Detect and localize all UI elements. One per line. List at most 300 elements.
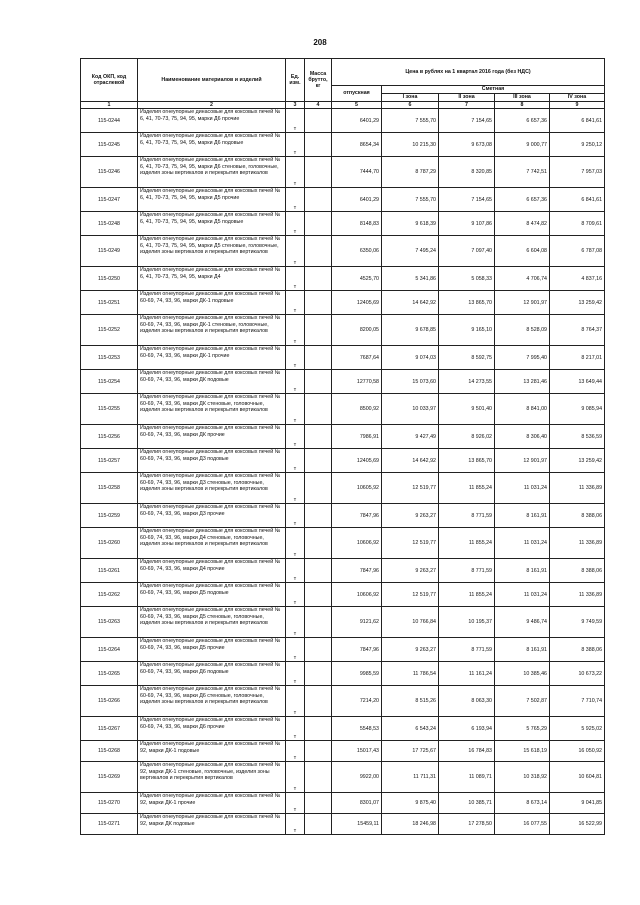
row-unit: т [286, 449, 305, 473]
row-price-zone-2: 9 673,08 [439, 133, 495, 157]
row-release-price: 8200,05 [332, 315, 382, 346]
row-name: Изделия огнеупорные динасовые для коксовых печей № 6, 41, 70-73, 75, 94, 95, марки Д5 подовые [138, 212, 286, 236]
row-unit: т [286, 291, 305, 315]
row-release-price: 7847,96 [332, 638, 382, 662]
row-release-price: 6350,06 [332, 236, 382, 267]
row-price-zone-3: 10 318,92 [495, 762, 550, 793]
row-price-zone-4: 6 841,61 [550, 188, 605, 212]
row-code: 115-0257 [81, 449, 138, 473]
row-mass [305, 717, 332, 741]
header-unit: Ед. изм. [286, 59, 305, 102]
row-name: Изделия огнеупорные динасовые для коксовых печей № 92, марки ДК-1 прочие [138, 793, 286, 814]
row-price-zone-2: 11 161,24 [439, 662, 495, 686]
row-code: 115-0268 [81, 741, 138, 762]
table-row [81, 793, 605, 814]
row-price-zone-2: 5 058,33 [439, 267, 495, 291]
row-price-zone-4: 9 085,94 [550, 394, 605, 425]
table-row [81, 528, 605, 559]
row-price-zone-2: 8 926,02 [439, 425, 495, 449]
row-price-zone-2: 8 771,59 [439, 504, 495, 528]
header-code: Код ОКП, код отраслевой [81, 59, 138, 102]
row-price-zone-2: 11 089,71 [439, 762, 495, 793]
row-mass [305, 109, 332, 133]
row-release-price: 8654,34 [332, 133, 382, 157]
row-unit: т [286, 559, 305, 583]
page-number: 208 [313, 38, 327, 47]
row-name: Изделия огнеупорные динасовые для коксовых печей № 60-69, 74, 93, 96, марки Д3 стеновые, головочные, изделия зоны вертикалов и перекрытия вертикалов [138, 473, 286, 504]
row-mass [305, 583, 332, 607]
row-name: Изделия огнеупорные динасовые для коксовых печей № 60-69, 74, 93, 96, марки Д5 прочие [138, 638, 286, 662]
row-price-zone-3: 8 528,09 [495, 315, 550, 346]
row-mass [305, 157, 332, 188]
row-code: 115-0271 [81, 814, 138, 835]
row-release-price: 10605,92 [332, 473, 382, 504]
row-code: 115-0255 [81, 394, 138, 425]
row-name: Изделия огнеупорные динасовые для коксовых печей № 92, марки ДК-1 подовые [138, 741, 286, 762]
price-table [80, 58, 605, 835]
table-row [81, 267, 605, 291]
row-price-zone-1: 6 543,24 [382, 717, 439, 741]
row-release-price: 12770,58 [332, 370, 382, 394]
row-price-zone-3: 7 502,87 [495, 686, 550, 717]
row-price-zone-1: 12 519,77 [382, 473, 439, 504]
row-price-zone-4: 8 217,01 [550, 346, 605, 370]
row-price-zone-2: 17 278,50 [439, 814, 495, 835]
row-price-zone-1: 9 263,27 [382, 559, 439, 583]
row-name: Изделия огнеупорные динасовые для коксовых печей № 6, 41, 70-73, 75, 94, 95, марки Д6 стеновые, головочные, изделия зоны вертикалов и перекрытия вертикалов [138, 157, 286, 188]
row-price-zone-3: 5 765,29 [495, 717, 550, 741]
table-row [81, 188, 605, 212]
row-mass [305, 473, 332, 504]
row-price-zone-1: 9 618,39 [382, 212, 439, 236]
row-name: Изделия огнеупорные динасовые для коксовых печей № 6, 41, 70-73, 75, 94, 95, марки Д5 стеновые, головочные, изделия зоны вертикалов и перекрытия вертикалов [138, 236, 286, 267]
row-name: Изделия огнеупорные динасовые для коксовых печей № 60-69, 74, 93, 96, марки Д6 подовые [138, 662, 286, 686]
row-price-zone-4: 8 709,61 [550, 212, 605, 236]
row-price-zone-1: 10 215,30 [382, 133, 439, 157]
row-code: 115-0245 [81, 133, 138, 157]
row-price-zone-2: 9 107,86 [439, 212, 495, 236]
row-price-zone-4: 13 259,42 [550, 291, 605, 315]
table-row [81, 473, 605, 504]
row-mass [305, 762, 332, 793]
col-number: 8 [495, 102, 550, 109]
row-code: 115-0263 [81, 607, 138, 638]
row-unit: т [286, 267, 305, 291]
row-code: 115-0248 [81, 212, 138, 236]
row-name: Изделия огнеупорные динасовые для коксовых печей № 6, 41, 70-73, 75, 94, 95, марки Д6 прочие [138, 109, 286, 133]
table-row [81, 346, 605, 370]
row-name: Изделия огнеупорные динасовые для коксовых печей № 60-69, 74, 93, 96, марки Д5 подовые [138, 583, 286, 607]
row-price-zone-1: 7 555,70 [382, 109, 439, 133]
row-name: Изделия огнеупорные динасовые для коксовых печей № 92, марки ДК подовые [138, 814, 286, 835]
row-code: 115-0247 [81, 188, 138, 212]
row-mass [305, 449, 332, 473]
row-price-zone-2: 16 784,83 [439, 741, 495, 762]
row-code: 115-0249 [81, 236, 138, 267]
row-release-price: 6401,29 [332, 109, 382, 133]
row-name: Изделия огнеупорные динасовые для коксовых печей № 60-69, 74, 93, 96, марки Д5 стеновые, головочные, изделия зоны вертикалов и перекрытия вертикалов [138, 607, 286, 638]
row-price-zone-4: 8 388,06 [550, 559, 605, 583]
row-unit: т [286, 473, 305, 504]
table-row [81, 607, 605, 638]
row-mass [305, 346, 332, 370]
col-number: 1 [81, 102, 138, 109]
row-unit: т [286, 762, 305, 793]
row-price-zone-3: 8 474,82 [495, 212, 550, 236]
row-code: 115-0262 [81, 583, 138, 607]
row-price-zone-2: 14 273,55 [439, 370, 495, 394]
row-price-zone-1: 9 678,85 [382, 315, 439, 346]
row-release-price: 15017,43 [332, 741, 382, 762]
row-release-price: 7847,96 [332, 559, 382, 583]
row-release-price: 9985,59 [332, 662, 382, 686]
row-price-zone-3: 9 000,77 [495, 133, 550, 157]
row-price-zone-4: 10 673,22 [550, 662, 605, 686]
row-price-zone-4: 8 388,06 [550, 638, 605, 662]
row-price-zone-2: 11 855,24 [439, 473, 495, 504]
row-price-zone-2: 11 855,24 [439, 583, 495, 607]
row-release-price: 15459,11 [332, 814, 382, 835]
row-mass [305, 133, 332, 157]
row-price-zone-2: 7 154,65 [439, 109, 495, 133]
row-mass [305, 559, 332, 583]
table-row [81, 394, 605, 425]
table-row [81, 686, 605, 717]
row-price-zone-3: 12 901,97 [495, 291, 550, 315]
col-number: 9 [550, 102, 605, 109]
row-unit: т [286, 607, 305, 638]
row-price-zone-3: 16 077,55 [495, 814, 550, 835]
row-price-zone-4: 4 837,16 [550, 267, 605, 291]
row-price-zone-1: 9 263,27 [382, 504, 439, 528]
row-price-zone-1: 10 033,97 [382, 394, 439, 425]
row-release-price: 5548,53 [332, 717, 382, 741]
row-unit: т [286, 188, 305, 212]
row-release-price: 7214,20 [332, 686, 382, 717]
row-mass [305, 686, 332, 717]
row-unit: т [286, 425, 305, 449]
row-price-zone-1: 9 875,40 [382, 793, 439, 814]
col-number: 7 [439, 102, 495, 109]
row-price-zone-3: 4 706,74 [495, 267, 550, 291]
row-price-zone-1: 9 427,49 [382, 425, 439, 449]
header-mass: Масса брутто, кг [305, 59, 332, 102]
row-unit: т [286, 638, 305, 662]
table-row [81, 236, 605, 267]
row-release-price: 7847,96 [332, 504, 382, 528]
row-price-zone-1: 12 519,77 [382, 528, 439, 559]
row-release-price: 8148,83 [332, 212, 382, 236]
row-price-zone-3: 15 618,19 [495, 741, 550, 762]
row-price-zone-3: 11 031,24 [495, 583, 550, 607]
header-estimate: Сметная [382, 86, 605, 94]
row-price-zone-1: 9 263,27 [382, 638, 439, 662]
row-name: Изделия огнеупорные динасовые для коксовых печей № 92, марки ДК-1 стеновые, головочные, изделия зоны вертикалов и перекрытия вертикалов [138, 762, 286, 793]
row-price-zone-2: 8 320,85 [439, 157, 495, 188]
row-release-price: 10606,92 [332, 528, 382, 559]
row-price-zone-2: 13 865,70 [439, 449, 495, 473]
row-price-zone-2: 8 771,59 [439, 638, 495, 662]
row-price-zone-3: 6 657,36 [495, 109, 550, 133]
table-row [81, 133, 605, 157]
row-price-zone-3: 10 385,46 [495, 662, 550, 686]
table-row [81, 814, 605, 835]
row-mass [305, 793, 332, 814]
row-price-zone-3: 11 031,24 [495, 473, 550, 504]
row-code: 115-0250 [81, 267, 138, 291]
row-price-zone-1: 9 074,03 [382, 346, 439, 370]
header-zone-1: I зона [382, 94, 439, 102]
header-zone-3: III зона [495, 94, 550, 102]
row-mass [305, 528, 332, 559]
row-price-zone-2: 6 193,94 [439, 717, 495, 741]
row-code: 115-0261 [81, 559, 138, 583]
row-name: Изделия огнеупорные динасовые для коксовых печей № 6, 41, 70-73, 75, 94, 95, марки Д5 прочие [138, 188, 286, 212]
row-price-zone-3: 8 161,91 [495, 559, 550, 583]
row-price-zone-3: 12 901,97 [495, 449, 550, 473]
row-release-price: 10606,92 [332, 583, 382, 607]
row-unit: т [286, 133, 305, 157]
table-row [81, 449, 605, 473]
row-price-zone-3: 7 742,51 [495, 157, 550, 188]
row-mass [305, 188, 332, 212]
row-price-zone-4: 6 841,61 [550, 109, 605, 133]
row-price-zone-4: 16 522,99 [550, 814, 605, 835]
row-code: 115-0266 [81, 686, 138, 717]
row-price-zone-1: 5 341,86 [382, 267, 439, 291]
row-mass [305, 212, 332, 236]
row-mass [305, 741, 332, 762]
row-code: 115-0254 [81, 370, 138, 394]
row-price-zone-4: 9 749,59 [550, 607, 605, 638]
row-name: Изделия огнеупорные динасовые для коксовых печей № 6, 41, 70-73, 75, 94, 95, марки Д4 [138, 267, 286, 291]
header-release: отпускная [332, 86, 382, 102]
row-price-zone-3: 6 657,36 [495, 188, 550, 212]
row-name: Изделия огнеупорные динасовые для коксовых печей № 60-69, 74, 93, 96, марки Д4 прочие [138, 559, 286, 583]
row-code: 115-0258 [81, 473, 138, 504]
row-unit: т [286, 528, 305, 559]
row-price-zone-4: 11 336,89 [550, 583, 605, 607]
row-code: 115-0265 [81, 662, 138, 686]
table-row [81, 109, 605, 133]
row-release-price: 7444,70 [332, 157, 382, 188]
row-price-zone-2: 9 501,40 [439, 394, 495, 425]
table-row [81, 583, 605, 607]
row-code: 115-0260 [81, 528, 138, 559]
row-price-zone-1: 17 725,67 [382, 741, 439, 762]
table-row [81, 638, 605, 662]
row-release-price: 9922,00 [332, 762, 382, 793]
table-row [81, 425, 605, 449]
table-row [81, 559, 605, 583]
row-price-zone-4: 7 957,03 [550, 157, 605, 188]
row-mass [305, 607, 332, 638]
row-price-zone-1: 11 711,31 [382, 762, 439, 793]
row-release-price: 12405,69 [332, 449, 382, 473]
row-release-price: 9121,62 [332, 607, 382, 638]
row-price-zone-4: 9 041,85 [550, 793, 605, 814]
table-row [81, 504, 605, 528]
row-price-zone-4: 13 649,44 [550, 370, 605, 394]
header-zone-4: IV зона [550, 94, 605, 102]
row-price-zone-3: 8 161,91 [495, 638, 550, 662]
row-price-zone-3: 8 841,00 [495, 394, 550, 425]
row-price-zone-2: 10 195,37 [439, 607, 495, 638]
table-row [81, 762, 605, 793]
table-row [81, 157, 605, 188]
row-name: Изделия огнеупорные динасовые для коксовых печей № 60-69, 74, 93, 96, марки Д3 подовые [138, 449, 286, 473]
table-row [81, 662, 605, 686]
row-mass [305, 814, 332, 835]
row-price-zone-4: 13 259,42 [550, 449, 605, 473]
row-code: 115-0269 [81, 762, 138, 793]
col-number: 6 [382, 102, 439, 109]
header-price-group: Цена в рублях на 1 квартал 2016 года (без НДС) [332, 59, 605, 86]
row-price-zone-1: 18 246,98 [382, 814, 439, 835]
row-unit: т [286, 370, 305, 394]
row-unit: т [286, 315, 305, 346]
table-row [81, 212, 605, 236]
row-code: 115-0267 [81, 717, 138, 741]
row-name: Изделия огнеупорные динасовые для коксовых печей № 60-69, 74, 93, 96, марки Д6 прочие [138, 717, 286, 741]
row-price-zone-4: 11 336,89 [550, 528, 605, 559]
row-price-zone-1: 7 495,24 [382, 236, 439, 267]
row-name: Изделия огнеупорные динасовые для коксовых печей № 6, 41, 70-73, 75, 94, 95, марки Д6 подовые [138, 133, 286, 157]
row-price-zone-1: 11 786,54 [382, 662, 439, 686]
row-unit: т [286, 662, 305, 686]
row-code: 115-0244 [81, 109, 138, 133]
row-mass [305, 291, 332, 315]
row-price-zone-2: 10 385,71 [439, 793, 495, 814]
row-price-zone-2: 8 771,59 [439, 559, 495, 583]
row-price-zone-3: 9 486,74 [495, 607, 550, 638]
row-price-zone-2: 7 154,65 [439, 188, 495, 212]
row-release-price: 8500,92 [332, 394, 382, 425]
row-release-price: 6401,29 [332, 188, 382, 212]
table-row [81, 291, 605, 315]
row-price-zone-2: 11 855,24 [439, 528, 495, 559]
row-mass [305, 370, 332, 394]
row-mass [305, 425, 332, 449]
table-body [81, 109, 605, 835]
row-mass [305, 394, 332, 425]
row-unit: т [286, 793, 305, 814]
row-unit: т [286, 504, 305, 528]
row-release-price: 12405,69 [332, 291, 382, 315]
row-price-zone-1: 8 787,29 [382, 157, 439, 188]
row-price-zone-3: 11 031,24 [495, 528, 550, 559]
row-price-zone-2: 7 097,40 [439, 236, 495, 267]
row-price-zone-2: 8 592,75 [439, 346, 495, 370]
row-price-zone-1: 12 519,77 [382, 583, 439, 607]
row-mass [305, 315, 332, 346]
row-name: Изделия огнеупорные динасовые для коксовых печей № 60-69, 74, 93, 96, марки ДК-1 подовые [138, 291, 286, 315]
row-mass [305, 267, 332, 291]
row-price-zone-1: 14 642,92 [382, 291, 439, 315]
row-unit: т [286, 109, 305, 133]
row-price-zone-3: 7 995,40 [495, 346, 550, 370]
row-name: Изделия огнеупорные динасовые для коксовых печей № 60-69, 74, 93, 96, марки ДК-1 стеновые, головочные, изделия зоны вертикалов и перекрытия вертикалов [138, 315, 286, 346]
row-price-zone-4: 9 250,12 [550, 133, 605, 157]
row-code: 115-0270 [81, 793, 138, 814]
row-mass [305, 504, 332, 528]
row-name: Изделия огнеупорные динасовые для коксовых печей № 60-69, 74, 93, 96, марки ДК-1 прочие [138, 346, 286, 370]
row-price-zone-1: 14 642,92 [382, 449, 439, 473]
row-unit: т [286, 236, 305, 267]
row-price-zone-1: 7 555,70 [382, 188, 439, 212]
row-code: 115-0264 [81, 638, 138, 662]
row-unit: т [286, 157, 305, 188]
row-price-zone-3: 13 281,46 [495, 370, 550, 394]
row-code: 115-0253 [81, 346, 138, 370]
row-code: 115-0256 [81, 425, 138, 449]
row-code: 115-0252 [81, 315, 138, 346]
header-name: Наименование материалов и изделий [138, 59, 286, 102]
col-number: 5 [332, 102, 382, 109]
row-mass [305, 638, 332, 662]
row-price-zone-3: 6 604,08 [495, 236, 550, 267]
row-unit: т [286, 717, 305, 741]
table-row [81, 315, 605, 346]
row-code: 115-0251 [81, 291, 138, 315]
header-zone-2: II зона [439, 94, 495, 102]
row-price-zone-4: 6 787,08 [550, 236, 605, 267]
row-price-zone-4: 16 050,92 [550, 741, 605, 762]
row-unit: т [286, 394, 305, 425]
row-price-zone-2: 8 063,30 [439, 686, 495, 717]
row-price-zone-4: 8 536,59 [550, 425, 605, 449]
row-unit: т [286, 814, 305, 835]
row-name: Изделия огнеупорные динасовые для коксовых печей № 60-69, 74, 93, 96, марки ДК подовые [138, 370, 286, 394]
col-number: 4 [305, 102, 332, 109]
row-code: 115-0246 [81, 157, 138, 188]
row-price-zone-2: 9 165,10 [439, 315, 495, 346]
row-release-price: 4525,70 [332, 267, 382, 291]
row-price-zone-3: 8 306,40 [495, 425, 550, 449]
row-mass [305, 662, 332, 686]
row-release-price: 8301,07 [332, 793, 382, 814]
col-number: 2 [138, 102, 286, 109]
row-unit: т [286, 741, 305, 762]
row-unit: т [286, 686, 305, 717]
row-price-zone-4: 10 604,81 [550, 762, 605, 793]
row-code: 115-0259 [81, 504, 138, 528]
row-name: Изделия огнеупорные динасовые для коксовых печей № 60-69, 74, 93, 96, марки Д6 стеновые, головочные, изделия зоны вертикалов и перекрытия вертикалов [138, 686, 286, 717]
table-row [81, 741, 605, 762]
table-row [81, 717, 605, 741]
row-unit: т [286, 583, 305, 607]
row-price-zone-1: 10 766,84 [382, 607, 439, 638]
column-numbers-row [81, 102, 605, 109]
row-name: Изделия огнеупорные динасовые для коксовых печей № 60-69, 74, 93, 96, марки ДК прочие [138, 425, 286, 449]
row-name: Изделия огнеупорные динасовые для коксовых печей № 60-69, 74, 93, 96, марки Д3 прочие [138, 504, 286, 528]
row-price-zone-3: 8 673,14 [495, 793, 550, 814]
row-price-zone-4: 11 336,89 [550, 473, 605, 504]
row-mass [305, 236, 332, 267]
row-price-zone-4: 8 764,37 [550, 315, 605, 346]
row-price-zone-1: 8 515,26 [382, 686, 439, 717]
row-name: Изделия огнеупорные динасовые для коксовых печей № 60-69, 74, 93, 96, марки Д4 стеновые, головочные, изделия зоны вертикалов и перекрытия вертикалов [138, 528, 286, 559]
table-row [81, 370, 605, 394]
row-unit: т [286, 212, 305, 236]
col-number: 3 [286, 102, 305, 109]
row-price-zone-3: 8 161,91 [495, 504, 550, 528]
row-unit: т [286, 346, 305, 370]
row-release-price: 7986,91 [332, 425, 382, 449]
row-price-zone-2: 13 865,70 [439, 291, 495, 315]
row-price-zone-4: 7 710,74 [550, 686, 605, 717]
row-name: Изделия огнеупорные динасовые для коксовых печей № 60-69, 74, 93, 96, марки ДК стеновые, головочные, изделия зоны вертикалов и перекрытия вертикалов [138, 394, 286, 425]
